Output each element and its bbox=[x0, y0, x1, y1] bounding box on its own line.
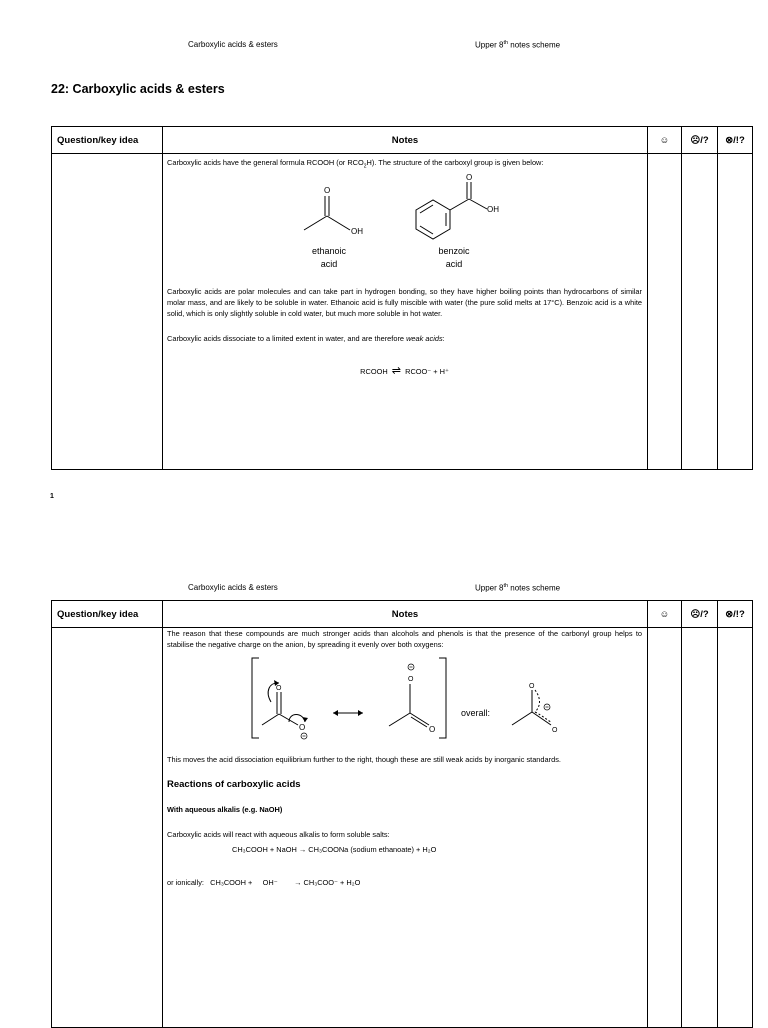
ethanoic-OH-label: OH bbox=[351, 227, 363, 237]
ethanoic-label-2: acid bbox=[320, 259, 338, 270]
frown-icon: ☹/? bbox=[682, 601, 718, 628]
col-header-notes: Notes bbox=[163, 601, 648, 628]
notes-table-2 bbox=[51, 600, 753, 1028]
smile-icon: ☺ bbox=[648, 127, 682, 154]
resonance-structure-1 bbox=[262, 683, 305, 725]
equation-1: CH₃COOH + NaOH → CH₃COONa (sodium ethanoate) + H₂O bbox=[232, 845, 437, 854]
resonance-O-6: O bbox=[552, 727, 558, 734]
resonance-O-1: O bbox=[276, 685, 282, 692]
cross-icon: ⊗/!? bbox=[718, 127, 753, 154]
header-right-text: Upper 8 bbox=[475, 583, 504, 593]
section-heading: Reactions of carboxylic acids bbox=[167, 779, 301, 790]
header-right-sup: th bbox=[503, 583, 509, 589]
tick-cell-2[interactable] bbox=[682, 154, 718, 470]
notes-table-1 bbox=[51, 126, 753, 470]
header-right-text-end: notes scheme bbox=[508, 583, 561, 593]
tick-cell-1[interactable] bbox=[648, 154, 682, 470]
table-header-row bbox=[52, 601, 753, 628]
benzoic-label-2: acid bbox=[445, 259, 463, 270]
page-number: 1 bbox=[50, 493, 54, 500]
page2-header-right bbox=[475, 583, 560, 593]
frown-icon: ☹/? bbox=[682, 127, 718, 154]
question-cell bbox=[52, 154, 163, 470]
tick-cell-3[interactable] bbox=[718, 628, 753, 1028]
benzoic-acid-structure bbox=[416, 182, 487, 239]
alkali-paragraph: Carboxylic acids will react with aqueous alkalis to form soluble salts: bbox=[167, 830, 390, 839]
curly-arrow-head-2 bbox=[302, 717, 308, 722]
header-right-sup: th bbox=[503, 40, 509, 46]
resonance-O-5: O bbox=[529, 683, 535, 690]
notes-cell bbox=[163, 628, 648, 1028]
col-header-question: Question/key idea bbox=[52, 127, 163, 154]
formula-paragraph: Carboxylic acids have the general formula RCOOH (or $RCO_2H$). The structure of the carboxyl group is given below: bbox=[167, 158, 544, 170]
page2-header-left: Carboxylic acids & esters bbox=[188, 583, 278, 592]
header-right-text: Upper 8 bbox=[475, 40, 504, 50]
equilibrium-paragraph: This moves the acid dissociation equilibrium further to the right, though these are still weak acids by inorganic standards. bbox=[167, 755, 561, 764]
resonance-diagram bbox=[167, 650, 642, 746]
page-title: 22: Carboxylic acids & esters bbox=[51, 82, 225, 96]
resonance-O-3: O bbox=[408, 676, 414, 683]
structures-diagram bbox=[167, 172, 642, 272]
ethanoic-O-label: O bbox=[324, 186, 331, 196]
tick-cell-2[interactable] bbox=[682, 628, 718, 1028]
equation-2-hydroxide: OH⁻ bbox=[262, 878, 278, 887]
properties-paragraph: Carboxylic acids are polar molecules and can take part in hydrogen bonding, so they have higher boiling points than hydrocarbons of similar molar mass, and are likely to be soluble in water. Ethanoic acid is fully miscible with water (the pure solid melts at 17°C). Benzoic acid is a white solid, which is only slightly soluble in cold water, but much more soluble in hot water. bbox=[167, 287, 642, 319]
equation-2-lhs: CH₃COOH + bbox=[210, 878, 253, 887]
question-cell bbox=[52, 628, 163, 1028]
ethanoic-acid-structure bbox=[304, 196, 350, 230]
equation-2-rhs: → CH₃COO⁻ + H₂O bbox=[294, 878, 361, 887]
notes-cell bbox=[163, 154, 648, 470]
page-header-left: Carboxylic acids & esters bbox=[188, 40, 278, 49]
col-header-notes: Notes bbox=[163, 127, 648, 154]
resonance-hybrid-structure bbox=[512, 690, 551, 725]
table-row bbox=[52, 628, 753, 1028]
stabilisation-paragraph: The reason that these compounds are much stronger acids than alcohols and phenols is that the presence of the carbonyl group helps to stabilise the negative charge on the anion, by spreading it evenly over both oxygens: bbox=[167, 629, 642, 649]
header-right-text-end: notes scheme bbox=[508, 40, 561, 50]
table-header-row bbox=[52, 127, 753, 154]
overall-label: overall: bbox=[461, 708, 491, 718]
tick-cell-1[interactable] bbox=[648, 628, 682, 1028]
cross-icon: ⊗/!? bbox=[718, 601, 753, 628]
ethanoic-label-1: ethanoic bbox=[311, 246, 347, 257]
table-row bbox=[52, 154, 753, 470]
equation-2 bbox=[167, 877, 642, 888]
col-header-question: Question/key idea bbox=[52, 601, 163, 628]
dissociation-equation: RCOOH ⇌ RCOO⁻ + H⁺ bbox=[360, 364, 449, 377]
resonance-structure-2 bbox=[389, 684, 429, 727]
subsection-heading: With aqueous alkalis (e.g. NaOH) bbox=[167, 805, 283, 814]
dissociation-paragraph: Carboxylic acids dissociate to a limited extent in water, and are therefore weak acids: bbox=[167, 334, 445, 344]
smile-icon: ☺ bbox=[648, 601, 682, 628]
benzoic-label-1: benzoic bbox=[438, 246, 470, 257]
equation-2-label: or ionically: bbox=[167, 878, 204, 887]
resonance-O-2: O bbox=[299, 723, 306, 732]
tick-cell-3[interactable] bbox=[718, 154, 753, 470]
benzoic-O-label: O bbox=[466, 173, 473, 183]
benzoic-OH-label: OH bbox=[487, 205, 499, 215]
page-header-right bbox=[475, 40, 560, 50]
resonance-O-4: O bbox=[429, 725, 436, 734]
